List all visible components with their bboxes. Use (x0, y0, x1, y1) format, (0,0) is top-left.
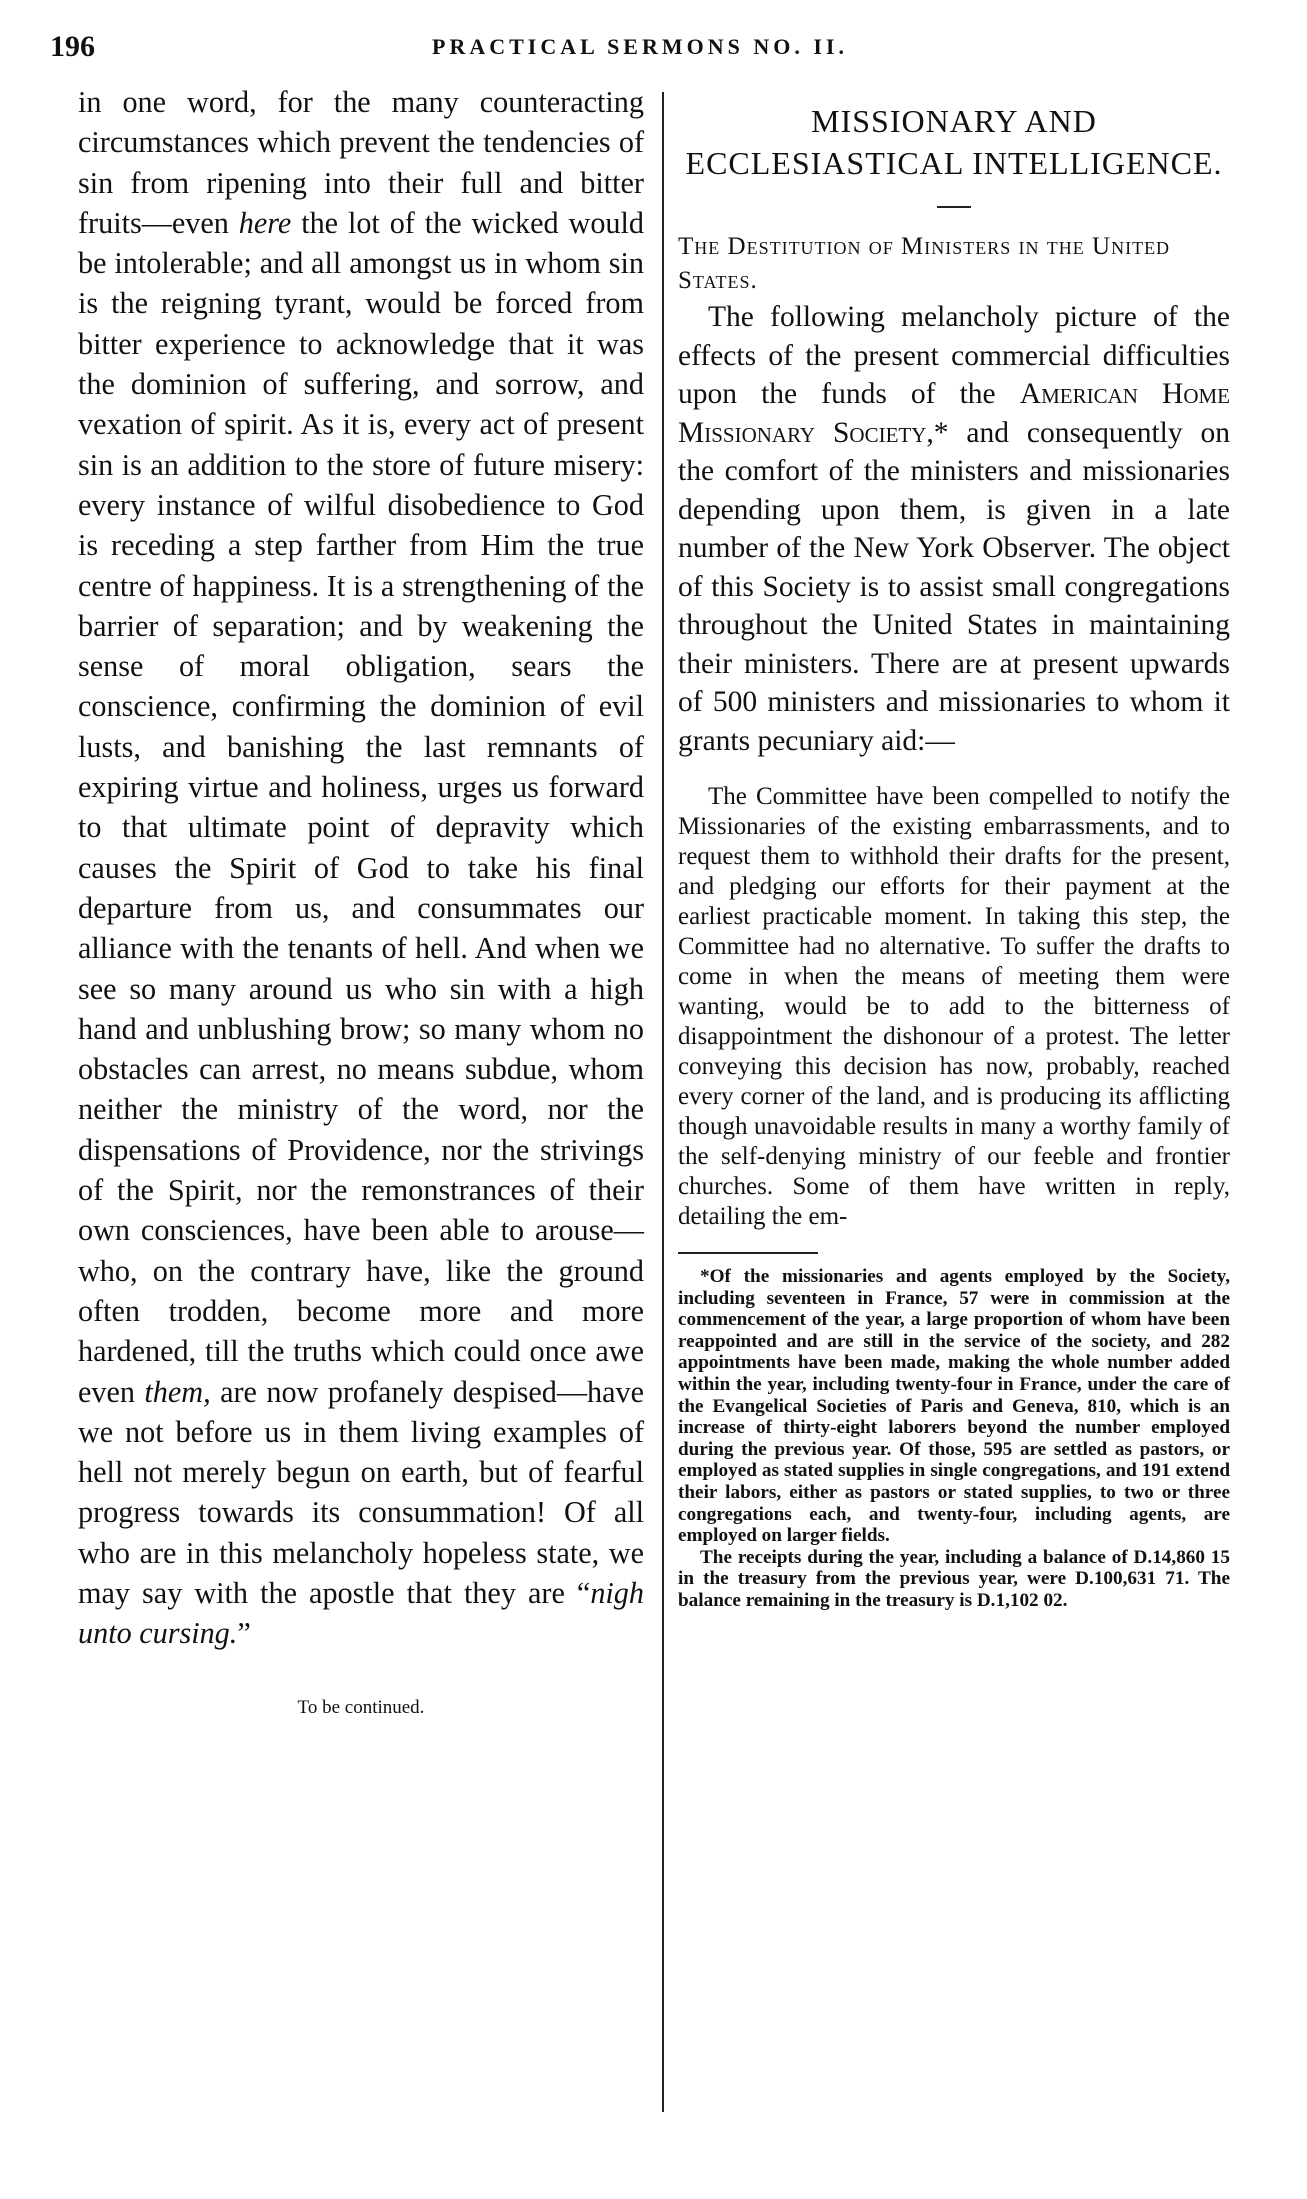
footnote-rule (678, 1252, 818, 1254)
emphasis-here: here (238, 205, 292, 240)
left-column (78, 82, 644, 1720)
right-column (678, 100, 1230, 1612)
sermon-text: in one word, for the many counteracting circumstances which prevent the tendencies of sin from ripening into their full and bitter fruits—even here the lot of the wicked would be intolerable; and all amongst us in whom sin is the reigning tyrant, would be forced from bitter experience to acknowledge that it was the dominion of suffering, and sorrow, and vexation of spirit. As it is, every act of present sin is an addition to the store of future misery: every instance of wilful disobedience to God is receding a step farther from Him the true centre of happiness. It is a strengthening of the barrier of separation; and by weakening the sense of moral obligation, sears the conscience, confirming the dominion of evil lusts, and banishing the last remnants of expiring virtue and holiness, urges us forward to that ultimate point of depravity which causes the Spirit of God to take his final departure from us, and consummates our alliance with the tenants of hell. And when we see so many around us who sin with a high hand and unblushing brow; so many whom no obstacles can arrest, no means subdue, whom neither the ministry of the word, nor the dispensations of Providence, nor the strivings of the Spirit, nor the remonstrances of their own consciences, have been able to arouse—who, on the contrary have, like the ground often trodden, become more and more hardened, till the truths which could once awe even them, are now profanely despised—have we not before us in them living examples of hell not merely begun on earth, but of fearful progress towards its consummation! Of all who are in this melancholy hopeless state, we may say with the apostle that they are “nigh unto cursing.” (78, 85, 644, 1651)
section-title: MISSIONARY AND ECCLESIASTICAL INTELLIGENCE. (685, 103, 1223, 181)
emphasis-nigh-unto-cursing: nigh unto cursing. (78, 1575, 644, 1651)
running-head: PRACTICAL SERMONS NO. II. (432, 34, 848, 59)
article-subhead: The Destitution of Ministers in the United States. (678, 233, 1171, 294)
page-header (50, 30, 1230, 80)
society-name: American Home Missionary Society,* (678, 378, 1230, 449)
continued-note: To be continued. (297, 1696, 425, 1718)
footnote (678, 1266, 1230, 1612)
title-rule (937, 206, 971, 208)
committee-quote: The Committee have been compelled to notify the Missionaries of the existing embarrassments, and to request them to withhold their drafts for the present, and pledging our efforts for their payment at the earliest practicable moment. In taking this step, the Committee had no alternative. To suffer the drafts to come in when the means of meeting them were wanting, would be to add to the bitterness of disappointment the dishonour of a protest. The letter conveying this decision has now, probably, reached every corner of the land, and is producing its afflicting though unavoidable results in many a worthy family of the self-denying ministry of our feeble and frontier churches. Some of them have written in reply, detailing the em- (678, 783, 1230, 1230)
footnote-paragraph-1: *Of the missionaries and agents employed by the Society, including seventeen in France, 57 were in commission at the commencement of the year, a large proportion of whom have been reappointed and are still in the service of the society, and 282 appointments have been made, making the whole number added within the year, including twenty-four in France, under the care of the Evangelical Societies of Paris and Geneva, 810, which is an increase of thirty-eight laborers beyond the number employed during the previous year. Of those, 595 are settled as pastors, or employed as stated supplies in single congregations, and 191 extend their labors, either as pastors or stated supplies, to two or three congregations each, and twenty-four, including agents, are employed on larger fields. (678, 1266, 1230, 1547)
emphasis-them: them, (144, 1374, 211, 1409)
page-number: 196 (50, 30, 95, 63)
column-divider (662, 92, 664, 2112)
footnote-paragraph-2: The receipts during the year, including a balance of D.14,860 15 in the treasury from the previous year, were D.100,631 71. The balance remaining in the treasury is D.1,102 02. (678, 1546, 1230, 1611)
article-intro: The following melancholy picture of the effects of the present commercial difficulties upon the funds of the American Home Missionary Society,* and consequently on the comfort of the ministers and missionaries depending upon them, is given in a late number of the New York Observer. The object of this Society is to assist small congregations throughout the United States in maintaining their ministers. There are at present upwards of 500 ministers and missionaries to whom it grants pecuniary aid:— (678, 301, 1230, 757)
